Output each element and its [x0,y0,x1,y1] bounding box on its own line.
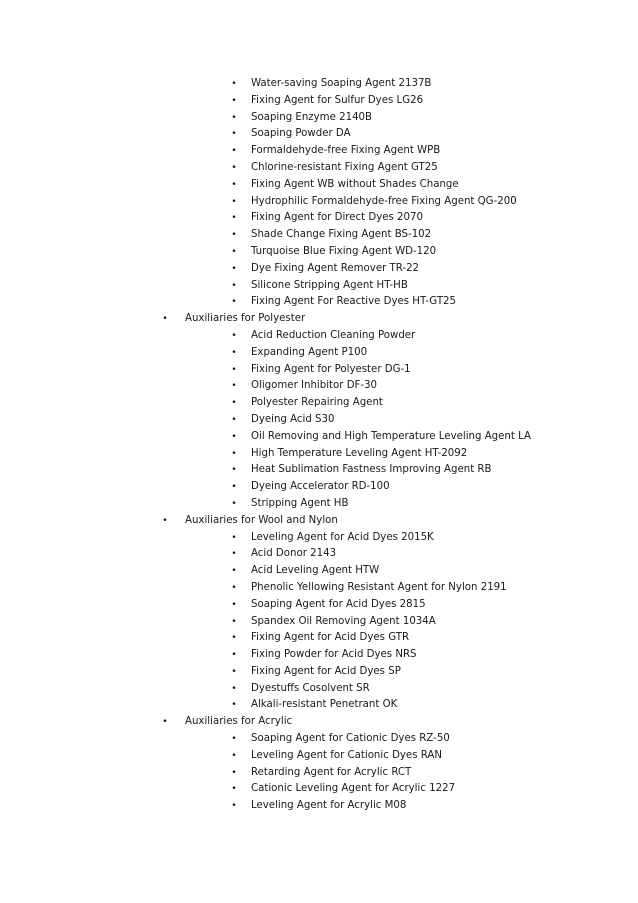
product-label: Alkali-resistant Penetrant OK [251,699,398,711]
product-label: Soaping Agent for Cationic Dyes RZ-50 [251,733,450,745]
bullet-icon: • [231,213,237,224]
bullet-icon: • [231,280,237,291]
product-label: Soaping Powder DA [251,128,351,140]
bullet-icon: • [162,717,168,728]
product-label: Phenolic Yellowing Resistant Agent for Nylon 2191 [251,581,507,593]
product-item [0,496,638,513]
product-item [0,294,638,311]
product-label: Dyeing Accelerator RD-100 [251,481,390,493]
bullet-icon: • [162,515,168,526]
product-label: Formaldehyde-free Fixing Agent WPB [251,145,441,157]
product-label: Leveling Agent for Acid Dyes 2015K [251,531,434,543]
product-label: Retarding Agent for Acrylic RCT [251,766,412,778]
bullet-icon: • [231,95,237,106]
product-item [0,378,638,395]
product-label: Shade Change Fixing Agent BS-102 [251,229,432,241]
bullet-icon: • [231,734,237,745]
bullet-icon: • [231,465,237,476]
bullet-icon: • [231,381,237,392]
product-item [0,160,638,177]
bullet-icon: • [231,532,237,543]
bullet-icon: • [231,700,237,711]
product-item [0,412,638,429]
product-item [0,227,638,244]
product-label: Spandex Oil Removing Agent 1034A [251,615,436,627]
product-label: Dyeing Acid S30 [251,413,335,425]
bullet-icon: • [231,448,237,459]
product-label: Fixing Agent for Acid Dyes SP [251,665,401,677]
product-item [0,446,638,463]
bullet-icon: • [231,364,237,375]
product-label: Fixing Powder for Acid Dyes NRS [251,649,417,661]
product-item [0,126,638,143]
bullet-icon: • [231,398,237,409]
product-item [0,328,638,345]
product-item [0,76,638,93]
product-item [0,261,638,278]
product-item [0,765,638,782]
bullet-icon: • [231,146,237,157]
bullet-icon: • [231,549,237,560]
product-label: Leveling Agent for Acrylic M08 [251,800,407,812]
product-item [0,194,638,211]
category-label: Auxiliaries for Wool and Nylon [185,514,338,526]
product-label: Leveling Agent for Cationic Dyes RAN [251,749,443,761]
product-item [0,345,638,362]
product-label: Stripping Agent HB [251,497,349,509]
product-label: Oil Removing and High Temperature Leveling Agent LA [251,430,531,442]
product-label: Silicone Stripping Agent HT-HB [251,279,408,291]
bullet-icon: • [231,784,237,795]
product-label: Acid Leveling Agent HTW [251,565,380,577]
product-item [0,93,638,110]
bullet-icon: • [231,179,237,190]
bullet-icon: • [231,230,237,241]
product-label: Fixing Agent for Polyester DG-1 [251,363,411,375]
bullet-icon: • [231,599,237,610]
bullet-icon: • [231,482,237,493]
product-label: Oligomer Inhibitor DF-30 [251,380,378,392]
product-label: Cationic Leveling Agent for Acrylic 1227 [251,783,456,795]
bullet-icon: • [231,498,237,509]
product-item [0,462,638,479]
product-label: Acid Reduction Cleaning Powder [251,329,416,341]
product-label: Fixing Agent For Reactive Dyes HT-GT25 [251,296,457,308]
product-item [0,143,638,160]
product-label: Acid Donor 2143 [251,548,337,560]
category-label: Auxiliaries for Polyester [185,313,306,325]
category-item [0,714,638,731]
bullet-icon: • [231,129,237,140]
product-item [0,681,638,698]
bullet-icon: • [231,767,237,778]
product-item [0,597,638,614]
bullet-icon: • [231,297,237,308]
bullet-icon: • [231,330,237,341]
bullet-icon: • [231,666,237,677]
product-label: Soaping Enzyme 2140B [251,111,373,123]
product-item [0,429,638,446]
category-item [0,513,638,530]
product-label: Dye Fixing Agent Remover TR-22 [251,262,420,274]
product-item [0,614,638,631]
bullet-icon: • [231,162,237,173]
product-label: Expanding Agent P100 [251,346,368,358]
bullet-icon: • [231,196,237,207]
product-label: Soaping Agent for Acid Dyes 2815 [251,598,426,610]
product-label: Turquoise Blue Fixing Agent WD-120 [251,245,437,257]
product-label: Fixing Agent for Acid Dyes GTR [251,632,410,644]
product-label: Hydrophilic Formaldehyde-free Fixing Agent QG-200 [251,195,517,207]
bullet-icon: • [231,79,237,89]
product-item [0,546,638,563]
product-item [0,580,638,597]
bullet-icon: • [231,633,237,644]
product-item [0,395,638,412]
bullet-icon: • [162,314,168,325]
product-item [0,781,638,798]
product-label: Water-saving Soaping Agent 2137B [251,78,432,89]
product-item [0,630,638,647]
product-item [0,530,638,547]
product-item [0,664,638,681]
product-label: Fixing Agent WB without Shades Change [251,178,459,190]
product-item [0,479,638,496]
product-item [0,697,638,714]
bullet-icon: • [231,801,237,812]
product-label: Dyestuffs Cosolvent SR [251,682,370,694]
bullet-icon: • [231,566,237,577]
bullet-icon: • [231,414,237,425]
bullet-icon: • [231,112,237,123]
bullet-icon: • [231,263,237,274]
product-list [0,76,638,815]
product-item [0,177,638,194]
bullet-icon: • [231,750,237,761]
product-label: Polyester Repairing Agent [251,397,383,409]
product-label: High Temperature Leveling Agent HT-2092 [251,447,468,459]
product-item [0,748,638,765]
bullet-icon: • [231,431,237,442]
bullet-icon: • [231,582,237,593]
bullet-icon: • [231,246,237,257]
product-item [0,647,638,664]
category-label: Auxiliaries for Acrylic [185,716,293,728]
bullet-icon: • [231,347,237,358]
product-label: Heat Sublimation Fastness Improving Agent RB [251,464,492,476]
product-item [0,244,638,261]
product-item [0,563,638,580]
bullet-icon: • [231,616,237,627]
bullet-icon: • [231,650,237,661]
product-item [0,110,638,127]
product-item [0,210,638,227]
product-item [0,362,638,379]
bullet-icon: • [231,683,237,694]
category-item [0,311,638,328]
product-label: Fixing Agent for Direct Dyes 2070 [251,212,423,224]
product-label: Fixing Agent for Sulfur Dyes LG26 [251,94,424,106]
product-item [0,278,638,295]
product-item [0,731,638,748]
product-label: Chlorine-resistant Fixing Agent GT25 [251,161,438,173]
product-item [0,798,638,815]
